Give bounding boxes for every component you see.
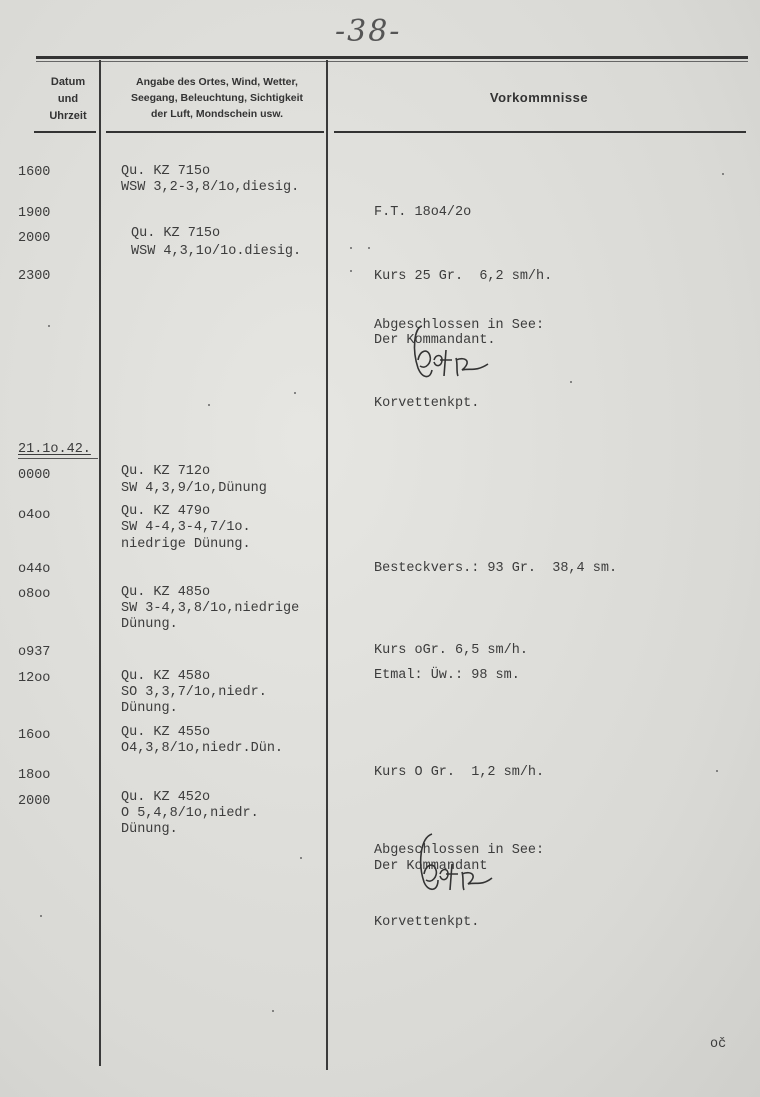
closing-rank: Korvettenkpt. — [374, 396, 480, 411]
paper-speck — [40, 915, 42, 917]
entry-time: 0000 — [18, 468, 51, 483]
entry-event: Kurs oGr. 6,5 sm/h. — [374, 643, 528, 658]
entry-place: Qu. KZ 712o — [121, 464, 211, 479]
entry-event: Etmal: Üw.: 98 sm. — [374, 668, 520, 683]
entry-place: Qu. KZ 715o — [131, 226, 221, 241]
entry-time: o44o — [18, 562, 51, 577]
signature-1 — [400, 320, 500, 400]
paper-speck — [208, 404, 210, 406]
entry-event: F.T. 18o4/2o — [374, 205, 472, 220]
entry-place: O 5,4,8/1o,niedr. — [121, 806, 259, 821]
closing-line: Der Kommandant — [374, 859, 488, 874]
paper-speck — [722, 173, 724, 175]
header-place-line: Angabe des Ortes, Wind, Wetter, — [136, 76, 298, 88]
date-rule — [18, 458, 98, 459]
entry-time: 16oo — [18, 728, 51, 743]
header-datum-line: Uhrzeit — [49, 110, 87, 122]
paper-speck — [570, 381, 572, 383]
entry-time: o8oo — [18, 587, 51, 602]
closing-line: Der Kommandant. — [374, 333, 496, 348]
column-divider-right — [326, 60, 328, 1070]
paper-speck — [300, 857, 302, 859]
header-underline-place — [106, 131, 324, 133]
entry-place: SW 3-4,3,8/1o,niedrige — [121, 601, 300, 616]
paper-speck — [350, 270, 352, 272]
entry-time: 2000 — [18, 794, 51, 809]
entry-event: Kurs 25 Gr. 6,2 sm/h. — [374, 269, 553, 284]
entry-place: O4,3,8/1o,niedr.Dün. — [121, 741, 284, 756]
header-datum-line: Datum — [50, 76, 86, 88]
entry-place: niedrige Dünung. — [121, 537, 251, 552]
top-rule-thin — [36, 61, 748, 62]
entry-place: WSW 3,2-3,8/1o,diesig. — [121, 180, 300, 195]
header-place-line: Seegang, Beleuchtung, Sichtigkeit — [130, 92, 304, 104]
paper-speck — [368, 247, 370, 249]
paper-speck — [716, 770, 718, 772]
entry-place: Qu. KZ 458o — [121, 669, 211, 684]
entry-time: o4oo — [18, 508, 51, 523]
corner-mark: oč — [710, 1037, 727, 1052]
header-underline-vork — [334, 131, 746, 133]
paper-speck — [294, 392, 296, 394]
entry-place: Dünung. — [121, 617, 178, 632]
entry-time: 2300 — [18, 269, 51, 284]
header-place-line: der Luft, Mondschein usw. — [150, 108, 284, 120]
entry-time: 1600 — [18, 165, 51, 180]
closing-line: Abgeschlossen in See: — [374, 843, 545, 858]
entry-place: WSW 4,3,1o/1o.diesig. — [131, 244, 302, 259]
entry-place: Dünung. — [121, 822, 178, 837]
entry-place: SO 3,3,7/1o,niedr. — [121, 685, 267, 700]
entry-place: Qu. KZ 455o — [121, 725, 211, 740]
entry-time: 2000 — [18, 231, 51, 246]
header-datum-line: und — [57, 93, 79, 105]
entry-event: Besteckvers.: 93 Gr. 38,4 sm. — [374, 561, 618, 576]
entry-time: 1900 — [18, 206, 51, 221]
entry-event: Kurs O Gr. 1,2 sm/h. — [374, 765, 545, 780]
entry-place: Dünung. — [121, 701, 178, 716]
signature-2 — [404, 830, 504, 910]
entry-time: 18oo — [18, 768, 51, 783]
date-entry: 21.1o.42. — [18, 442, 91, 457]
entry-place: SW 4,3,9/1o,Dünung — [121, 481, 267, 496]
header-vorkommnisse: Vorkommnisse — [489, 90, 589, 105]
header-underline-date — [34, 131, 96, 133]
entry-place: Qu. KZ 479o — [121, 504, 211, 519]
paper-speck — [272, 1010, 274, 1012]
paper-speck — [48, 325, 50, 327]
paper-speck — [350, 247, 352, 249]
header-place — [106, 74, 328, 122]
entry-time: 12oo — [18, 671, 51, 686]
entry-place: SW 4-4,3-4,7/1o. — [121, 520, 251, 535]
entry-place: Qu. KZ 452o — [121, 790, 211, 805]
header-datum — [30, 74, 106, 125]
entry-time: o937 — [18, 645, 51, 660]
entry-place: Qu. KZ 485o — [121, 585, 211, 600]
column-divider-left — [99, 60, 101, 1066]
entry-place: Qu. KZ 715o — [121, 164, 211, 179]
top-rule — [36, 56, 748, 59]
closing-rank: Korvettenkpt. — [374, 915, 480, 930]
page-number: -38- — [335, 14, 402, 49]
closing-line: Abgeschlossen in See: — [374, 318, 545, 333]
